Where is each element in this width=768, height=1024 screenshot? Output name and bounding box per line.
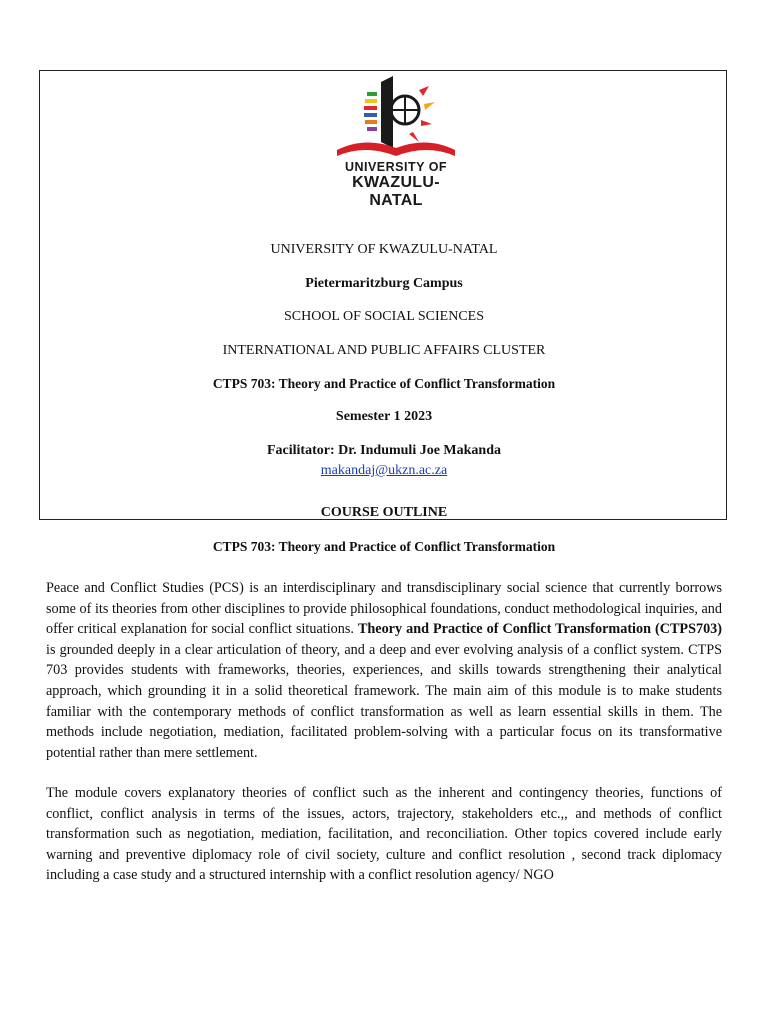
- logo-text-line1: UNIVERSITY OF: [344, 160, 448, 174]
- logo-text-line2: KWAZULU-NATAL: [352, 174, 440, 209]
- paragraph-intro-text-b: is grounded deeply in a clear articulation of theory, and a deep and ever evolving analysis of a conflict system. CTPS 703 provides students with frameworks, theories, experiences, and skills towards strengthening their analytical approach, which grounding it in a solid theoretical framework. The main aim of this module is to make students familiar with the contemporary methods of conflict transformation as well as learn essential skills in them. The methods include negotiation, mediation, facilitated problem-solving with a particular focus on its transformative potential rather than mere settlement.: [46, 641, 722, 761]
- paragraph-topics: The module covers explanatory theories of conflict such as the inherent and contingency theories, functions of conflict, conflict analysis in terms of the issues, actors, trajectory, stakeholders etc.,, and methods of conflict transformation such as negotiation, mediation, facilitation, and reconciliation. Other topics covered include early warning and preventive diplomacy role of civil society, culture and conflict resolution , second track diplomacy including a case study and a structured internship with a conflict resolution agency/ NGO: [46, 785, 722, 884]
- school-name: SCHOOL OF SOCIAL SCIENCES: [283, 309, 485, 324]
- course-outline-heading: COURSE OUTLINE: [320, 505, 448, 520]
- paragraph-intro-bold: Theory and Practice of Conflict Transformation (CTPS703): [357, 621, 722, 638]
- paragraph-intro: [46, 578, 722, 763]
- cluster-name: INTERNATIONAL AND PUBLIC AFFAIRS CLUSTER: [222, 343, 546, 358]
- facilitator: Facilitator: Dr. Indumuli Joe Makanda: [267, 443, 501, 458]
- ukzn-crest-icon: [329, 72, 463, 162]
- paragraph-intro-text-a: Peace and Conflict Studies (PCS) is an interdisciplinary and transdisciplinary social science that currently borrows some of its theories from other disciplines to provide philosophical foundations, conduct methodological inquiries, and offer critical explanation for social conflict situations.: [46, 580, 722, 638]
- facilitator-email-link[interactable]: makandaj@ukzn.ac.za: [320, 463, 448, 478]
- course-title: CTPS 703: Theory and Practice of Conflict Transformation: [212, 376, 556, 391]
- campus-name: Pietermaritzburg Campus: [305, 276, 463, 291]
- section-subtitle: CTPS 703: Theory and Practice of Conflict Transformation: [212, 539, 556, 554]
- semester: Semester 1 2023: [335, 409, 433, 424]
- university-name: UNIVERSITY OF KWAZULU-NATAL: [270, 242, 498, 257]
